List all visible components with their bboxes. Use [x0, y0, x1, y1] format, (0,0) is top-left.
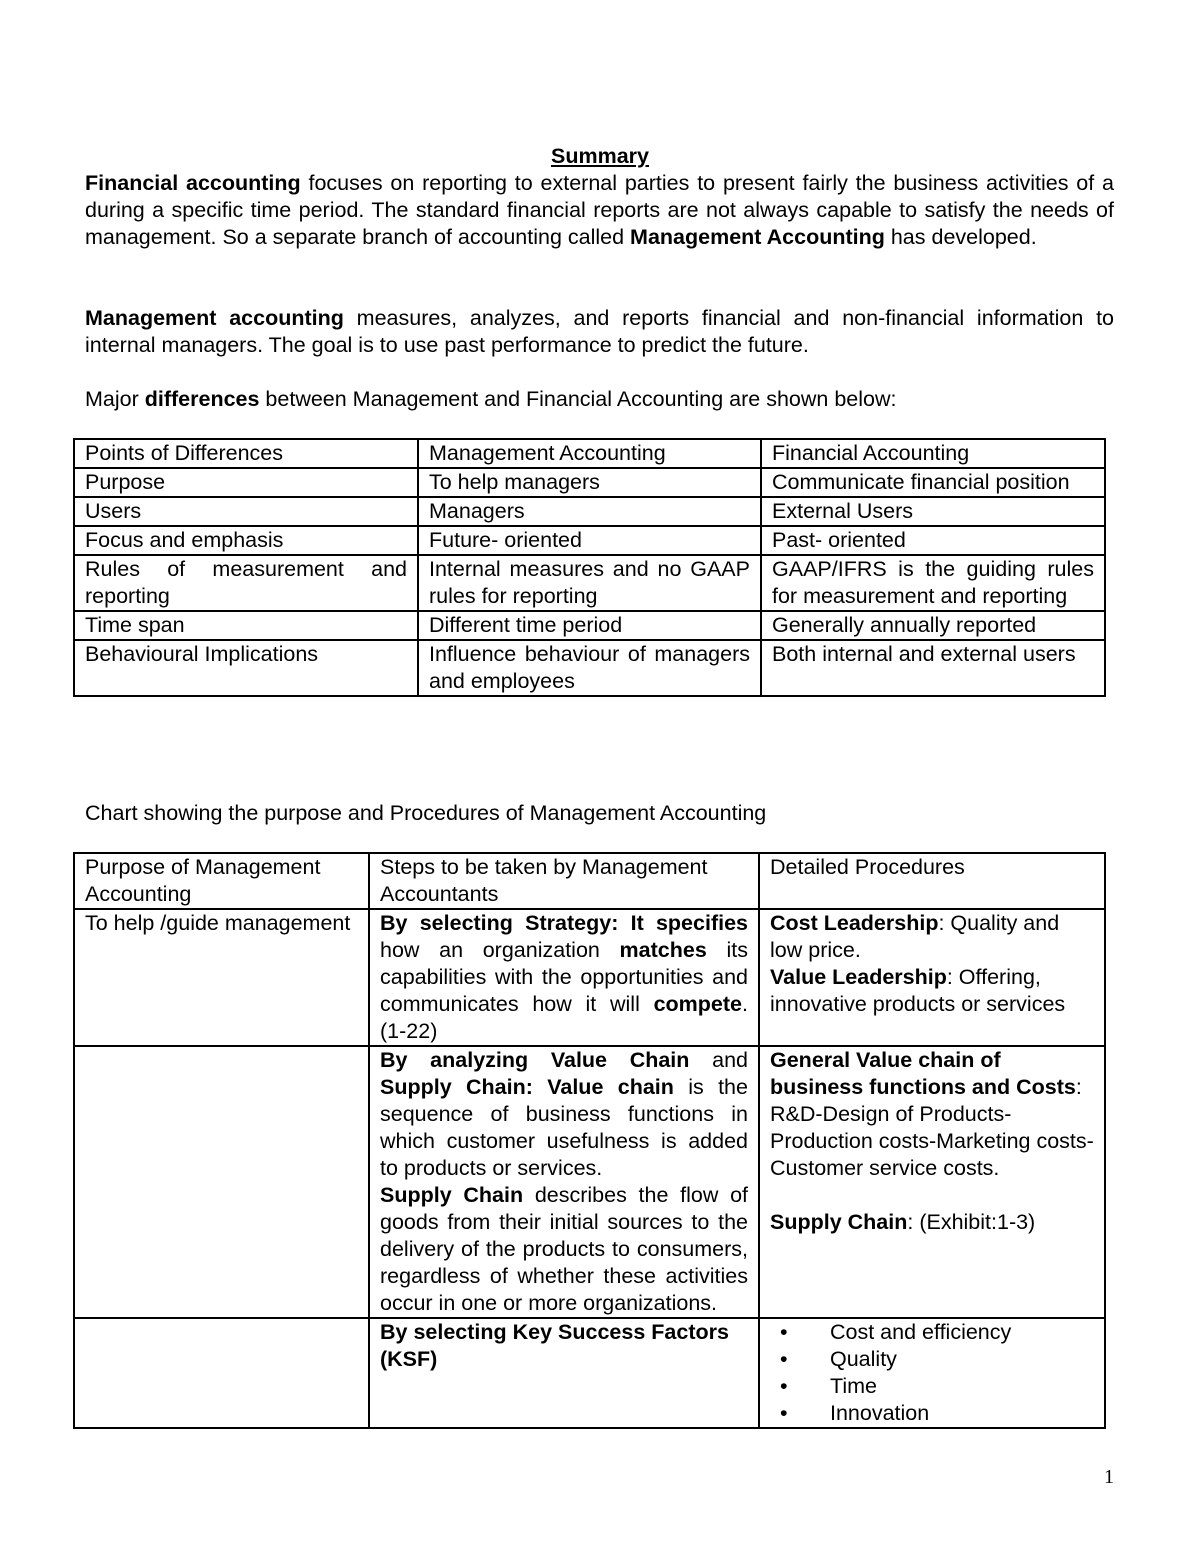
- table-row: [74, 1046, 1105, 1318]
- table-cell: [74, 1318, 369, 1428]
- term-financial-accounting: Financial accounting: [85, 171, 301, 195]
- table-row: [74, 640, 1105, 696]
- bold-text: matches: [619, 938, 707, 962]
- table-cell: External Users: [761, 497, 1105, 526]
- header-cell: Detailed Procedures: [759, 853, 1105, 909]
- cell-text: : Quality and low price.: [770, 911, 1060, 962]
- bold-text: Cost Leadership: [770, 911, 939, 935]
- header-cell: Steps to be taken by Management Accountants: [369, 853, 759, 909]
- bold-text: compete: [653, 992, 743, 1016]
- paragraph-text: Major: [85, 387, 145, 411]
- cell-text: : Offering, innovative products or services: [770, 965, 1066, 1016]
- bold-text: Value Leadership: [770, 965, 947, 989]
- table-row: [74, 909, 1105, 1046]
- paragraph-text: measures, analyzes, and reports financial and non-financial information to internal managers. The goal is to use past performance to predict the future.: [85, 306, 1115, 357]
- paragraph-text: focuses on reporting to external parties to present fairly the business activities of a during a specific time period. The standard financial reports are not always capable to satisfy the needs of management. So a separate branch of accounting called: [85, 171, 1114, 249]
- purpose-procedures-table: [73, 852, 1106, 1429]
- page-number: 1: [1104, 1466, 1114, 1488]
- table-cell: Users: [74, 497, 418, 526]
- table-row: [74, 468, 1105, 497]
- table-cell: Future- oriented: [418, 526, 761, 555]
- paragraph-text: has developed.: [884, 225, 1037, 249]
- list-item: • Quality: [830, 1346, 1094, 1373]
- table-cell: Different time period: [418, 611, 761, 640]
- table-header-row: [74, 853, 1105, 909]
- bold-text: By selecting Strategy: It specifies: [380, 911, 748, 935]
- cell-paragraph: [770, 910, 1094, 964]
- cell-paragraph: R&D-Design of Products-Production costs-Marketing costs-Customer service costs.: [770, 1102, 1094, 1180]
- cell-paragraph: [380, 1182, 748, 1317]
- table-cell: [759, 1046, 1105, 1318]
- paragraph-text: between Management and Financial Accounting are shown below:: [259, 387, 897, 411]
- cell-text: and: [689, 1048, 748, 1072]
- table-cell: Focus and emphasis: [74, 526, 418, 555]
- table-row: [74, 526, 1105, 555]
- table-row: [74, 497, 1105, 526]
- cell-paragraph: [770, 1209, 1094, 1236]
- bold-text: By analyzing Value Chain: [380, 1048, 690, 1072]
- cell-text: is the sequence of business functions in which customer usefulness is added to products or services.: [380, 1075, 748, 1180]
- table-cell: To help managers: [418, 468, 761, 497]
- table-cell: Internal measures and no GAAP rules for reporting: [418, 555, 761, 611]
- table-cell: Past- oriented: [761, 526, 1105, 555]
- cell-paragraph: [380, 1047, 748, 1182]
- table-row: [74, 1318, 1105, 1428]
- table-cell: Communicate financial position: [761, 468, 1105, 497]
- paragraph-management-accounting: [85, 305, 1114, 359]
- table-cell: [759, 909, 1105, 1046]
- table-cell: Time span: [74, 611, 418, 640]
- cell-text: describes the flow of goods from their initial sources to the delivery of the products to consumers, regardless of whether these activities occur in one or more organizations.: [380, 1183, 748, 1315]
- term-differences: differences: [144, 387, 260, 411]
- list-item: • Innovation: [830, 1400, 1094, 1427]
- table-cell: Rules of measurement and reporting: [74, 555, 418, 611]
- ksf-list: [770, 1319, 1094, 1427]
- list-item: • Time: [830, 1373, 1094, 1400]
- cell-text: . (1-22): [380, 992, 748, 1043]
- page-title: Summary: [551, 144, 649, 168]
- table-cell: Generally annually reported: [761, 611, 1105, 640]
- term-management-accounting: Management accounting: [85, 306, 344, 330]
- table-cell: Managers: [418, 497, 761, 526]
- paragraph-financial-accounting: [85, 170, 1114, 251]
- bold-text: By selecting Key Success Factors (KSF): [380, 1320, 729, 1371]
- cell-text: :: [1075, 1075, 1082, 1099]
- table-cell: [369, 1046, 759, 1318]
- differences-table: [73, 438, 1106, 697]
- bold-text: Supply Chain: [380, 1183, 524, 1207]
- header-cell: Management Accounting: [418, 439, 761, 468]
- chart-caption: Chart showing the purpose and Procedures of Management Accounting: [85, 801, 767, 825]
- paragraph-differences-intro: [85, 386, 1114, 413]
- table-cell: Purpose: [74, 468, 418, 497]
- header-cell: Financial Accounting: [761, 439, 1105, 468]
- header-cell: Purpose of Management Accounting: [74, 853, 369, 909]
- table-cell: [74, 1046, 369, 1318]
- cell-paragraph: [770, 1047, 1094, 1101]
- table-cell: Behavioural Implications: [74, 640, 418, 696]
- table-cell: [759, 1318, 1105, 1428]
- term-management-accounting: Management Accounting: [630, 225, 885, 249]
- table-cell: [369, 909, 759, 1046]
- table-cell: Influence behaviour of managers and employees: [418, 640, 761, 696]
- table-row: [74, 555, 1105, 611]
- table-row: [74, 611, 1105, 640]
- cell-text: how an organization: [380, 938, 620, 962]
- table-header-row: [74, 439, 1105, 468]
- cell-paragraph: [770, 964, 1094, 1018]
- cell-text: : (Exhibit:1-3): [907, 1210, 1036, 1234]
- table-cell: To help /guide management: [74, 909, 369, 1046]
- bold-text: General Value chain of business functions and Costs: [770, 1048, 1076, 1099]
- bold-text: Supply Chain: [770, 1210, 908, 1234]
- bold-text: Supply Chain: Value chain: [380, 1075, 674, 1099]
- table-cell: Both internal and external users: [761, 640, 1105, 696]
- table-cell: GAAP/IFRS is the guiding rules for measurement and reporting: [761, 555, 1105, 611]
- table-cell: [369, 1318, 759, 1428]
- list-item: • Cost and efficiency: [830, 1319, 1094, 1346]
- header-cell: Points of Differences: [74, 439, 418, 468]
- cell-text: its capabilities with the opportunities and communicates how it will: [380, 938, 748, 1016]
